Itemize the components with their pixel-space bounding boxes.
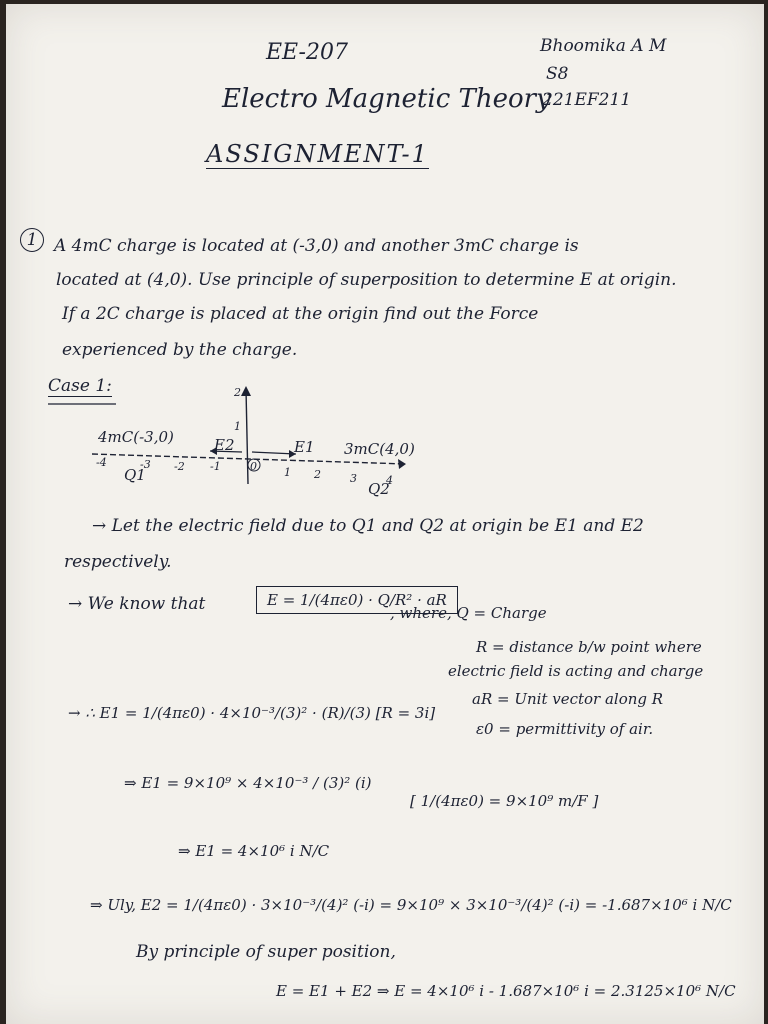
- axis-diagram: [6, 4, 764, 1024]
- question-line: located at (4,0). Use principle of superposition to determine E at origin.: [56, 270, 677, 290]
- where-e0: ε0 = permittivity of air.: [476, 720, 654, 738]
- constant-note: [ 1/(4πε0) = 9×10⁹ m/F ]: [410, 792, 599, 810]
- semester: S8: [546, 64, 569, 84]
- x-tick: -4: [96, 456, 107, 469]
- e1-step-1: → ∴ E1 = 1/(4πε0) · 4×10⁻³/(3)² · (R)/(3) [R = 3i]: [68, 704, 436, 722]
- e2-label: E2: [214, 436, 235, 454]
- x-tick: 3: [350, 472, 357, 485]
- x-tick: 2: [314, 468, 321, 481]
- q1-label: 4mC(-3,0): [98, 428, 174, 446]
- x-tick: -1: [210, 460, 221, 473]
- x-tick: 1: [284, 466, 291, 479]
- e2-step: ⇒ Uly, E2 = 1/(4πε0) · 3×10⁻³/(4)² (-i) = 9×10⁹ × 3×10⁻³/(4)² (-i) = -1.687×10⁶ i N/C: [90, 896, 732, 914]
- q2-label: 3mC(4,0): [344, 440, 415, 458]
- course-code: EE-207: [266, 40, 348, 65]
- student-name: Bhoomika A M: [540, 36, 667, 56]
- question-line: experienced by the charge.: [62, 340, 298, 360]
- question-line: If a 2C charge is placed at the origin find out the Force: [62, 304, 539, 324]
- e1-result: ⇒ E1 = 4×10⁶ i N/C: [178, 842, 330, 860]
- solution-line: → Let the electric field due to Q1 and Q2 at origin be E1 and E2: [92, 516, 644, 536]
- y-tick: 1: [234, 420, 241, 433]
- we-know-label: → We know that: [68, 594, 206, 614]
- x-tick: -2: [174, 460, 185, 473]
- where-r2: electric field is acting and charge: [448, 662, 704, 680]
- notebook-page: [6, 4, 764, 1024]
- where-r: R = distance b/w point where: [476, 638, 702, 656]
- roll-number: 221EF211: [542, 90, 632, 110]
- e1-label: E1: [294, 438, 315, 456]
- where-ar: aR = Unit vector along R: [472, 690, 664, 708]
- q1-marker: Q1: [124, 466, 146, 484]
- superposition-label: By principle of super position,: [136, 942, 396, 962]
- question-number: 1: [20, 228, 44, 252]
- e1-step-2: ⇒ E1 = 9×10⁹ × 4×10⁻³ / (3)² (i): [124, 774, 372, 792]
- where-q: , where, Q = Charge: [390, 604, 547, 622]
- x-tick: -3: [140, 458, 151, 471]
- subject-title: Electro Magnetic Theory: [222, 84, 551, 114]
- solution-line: respectively.: [64, 552, 172, 572]
- y-tick: 2: [234, 386, 241, 399]
- final-result: E = E1 + E2 ⇒ E = 4×10⁶ i - 1.687×10⁶ i = 2.3125×10⁶ N/C: [276, 982, 736, 1000]
- case-label: Case 1:: [48, 376, 112, 396]
- field-formula-box: E = 1/(4πε0) · Q/R² · aR: [256, 586, 458, 614]
- x-tick: 0: [250, 460, 257, 473]
- x-tick: 4: [386, 474, 393, 487]
- q2-marker: Q2: [368, 480, 390, 498]
- question-line: A 4mC charge is located at (-3,0) and another 3mC charge is: [54, 236, 579, 256]
- assignment-title: ASSIGNMENT-1: [206, 140, 429, 168]
